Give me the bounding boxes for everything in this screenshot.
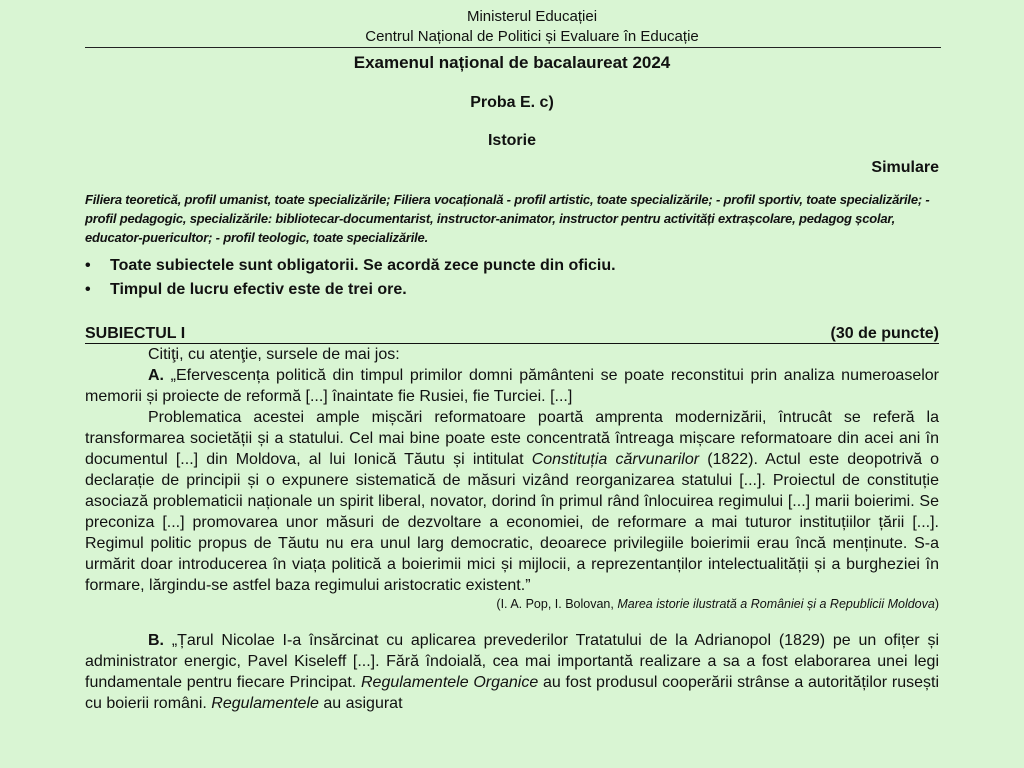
source-a-ref-authors: (I. A. Pop, I. Bolovan,	[496, 597, 618, 611]
ministry-header	[85, 0, 939, 47]
source-b-italic-1: Regulamentele Organice	[360, 674, 539, 691]
source-a-text-2-start: Problematica acestei ample mișcări reformatoare poartă amprenta modernizării, întrucât se referă la transformarea societății și a statului. Cel mai bine poate este concentrată întreaga mișcare reformatoare din acei ani în documentul [...] din Moldova, al lui Ionică Tăutu și intitulat	[85, 409, 939, 468]
session-label: Simulare	[871, 159, 939, 176]
source-a-paragraph-2	[85, 407, 939, 596]
bullet-icon: •	[85, 257, 91, 274]
rule-item	[85, 254, 939, 278]
source-a-text-1: „Efervescența politică din timpul primilor domni pământeni se poate reconstitui prin analiza numeroaselor memorii și proiecte de reformă [...] înaintate fie Rusiei, fie Turciei. [...]	[85, 367, 939, 405]
rules-list	[85, 254, 939, 302]
filiera-text: Filiera teoretică, profil umanist, toate specializările; Filiera vocațională - profil artistic, toate specializările; - profil sportiv, toate specializările; - profil pedagogic, specializările: bibliotecar-documentarist, instructor-animator, instructor pentru activități extrașcolare, pedagog școlar, educator-puericultor; - profil teologic, toate specializările.	[85, 192, 930, 245]
source-b-label: B.	[148, 632, 164, 649]
subject-body	[85, 344, 939, 714]
source-a-text-2-end: (1822). Actul este deopotrivă o declarație de principii și o expunere sistematică de măsuri vizând reorganizarea statului [...]. Proiectul de constituție asociază problematicii naționale un spirit liberal, novator, dorind în primul rând înlocuirea regimului [...] marii boierimi. Se preconiza [...] promovarea unor măsuri de dezvoltare a economiei, de reformare a mai tuturor instituțiilor țării [...]. Regimul politic propus de Tăutu nu era unul larg democratic, deoarece privilegiile boierimii erau încă menținute. S-a urmărit doar introducerea în viața politică a boierimii mici și mijlocii, a reprezentanților intelectualității și a burgheziei în formare, lărgindu-se astfel baza regimului aristocratic existent.”	[85, 451, 940, 594]
proba-label: Proba E. c)	[470, 94, 554, 111]
source-b-text-mid: au fost produsul cooperării strânse a autorităților rusești cu boierii români.	[85, 674, 939, 712]
source-a-ref-title: Marea istorie ilustrată a României și a Republicii Moldova	[617, 597, 935, 611]
bullet-icon: •	[85, 281, 91, 298]
source-b-paragraph	[85, 630, 939, 714]
source-a-italic-title: Constituția cărvunarilor	[531, 451, 700, 468]
subject-header	[85, 324, 939, 344]
source-b-italic-2: Regulamentele	[211, 695, 319, 712]
source-a-label: A.	[148, 367, 164, 384]
rule-item	[85, 278, 939, 302]
rule-text: Timpul de lucru efectiv este de trei ore.	[110, 281, 407, 298]
ministry-line-1: Ministerul Educației	[466, 8, 598, 25]
subject-title: Istorie	[487, 132, 536, 149]
source-b-text-start: „Țarul Nicolae I-a însărcinat cu aplicarea prevederilor Tratatului de la Adrianopol (1829) pe un ofițer și administrator energic, Pavel Kiseleff [...]. Fără îndoială, cea mai importantă realizare a sa a fost elaborarea unei legi fundamentale pentru fiecare Principat.	[85, 632, 939, 691]
source-a-ref-close: )	[934, 597, 939, 611]
subject-points: (30 de puncte)	[830, 325, 939, 342]
rule-text: Toate subiectele sunt obligatorii. Se acordă zece puncte din oficiu.	[110, 257, 616, 274]
intro-text: Citiţi, cu atenţie, sursele de mai jos:	[148, 346, 400, 363]
exam-title: Examenul național de bacalaureat 2024	[353, 53, 671, 72]
ministry-line-2: Centrul Național de Politici și Evaluare în Educație	[365, 28, 699, 45]
subject-number: SUBIECTUL I	[85, 325, 186, 342]
source-a-reference	[85, 596, 939, 613]
header-divider	[85, 47, 941, 48]
source-b-text-end: au asigurat	[318, 695, 403, 712]
source-a-paragraph-1	[85, 365, 939, 407]
exam-page	[85, 0, 939, 714]
